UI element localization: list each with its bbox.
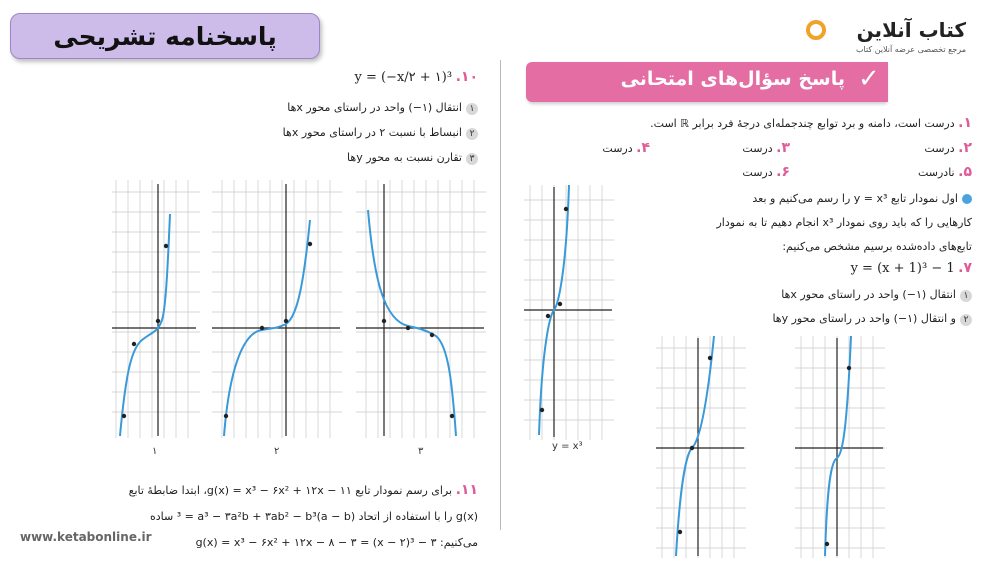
q3-line [742,141,790,156]
graph-q10-2-caption: ۲ [274,446,280,457]
q1-line [532,116,972,131]
q10-formula: y = (−x/۲ + ۱)³ [354,70,453,85]
q4-number: ۴. [636,140,650,156]
logo-tagline: مرجع تخصصی عرضه آنلاین کتاب [855,45,966,54]
logo-name: کتاب آنلاین [856,18,966,42]
q7-number: ۷. [958,260,972,276]
q10-step-3: ۳تقارن نسبت به محور yها [347,151,478,165]
q7-line [851,261,972,276]
graph-q10-2 [212,180,342,457]
q5-text: نادرست [917,166,955,179]
graph-x-cubed [524,185,614,452]
banner-title: پاسخنامه تشریحی [53,21,277,51]
q7-formula: y = (x + 1)³ − 1 [850,261,955,276]
graph-q10-1 [112,180,200,457]
q11-number: ۱۱. [455,482,478,498]
q11-line-3: می‌کنیم: g(x) = x³ − ۶x² + ۱۲x − ۸ − ۳ = (x − ۲)³ − ۳ [195,536,478,549]
q4-line [602,141,650,156]
graph-q7-a [656,336,746,558]
q2-line [924,141,972,156]
q11-line-1: ۱۱. برای رسم نمودار تابع g(x) = x³ − ۶x² + ۱۲x − ۱۱، ابتدا ضابطهٔ تابع [128,482,478,498]
q4-text: درست [602,142,633,155]
brand-logo[interactable] [806,18,966,58]
checkmark-icon: ✓ [858,64,880,94]
q7-intro-2: کارهایی را که باید روی نمودار x³ انجام دهیم تا به نمودار [716,216,972,229]
graph-q7-b [795,336,885,558]
graph-x-cubed-caption: y = x³ [552,441,583,452]
section-header-title: پاسخ سؤال‌های امتحانی [620,68,845,90]
q2-text: درست [924,142,955,155]
graph-q10-3-caption: ۳ [418,446,424,457]
q5-line [918,165,972,180]
q6-line [742,165,790,180]
column-divider [500,60,501,530]
q7-step-1: ۱انتقال (۱−) واحد در راستای محور xها [781,288,972,302]
q10-line [354,70,478,85]
q5-number: ۵. [958,164,972,180]
site-watermark[interactable]: www.ketabonline.ir [20,530,152,544]
graph-q10-3 [356,180,486,457]
q3-text: درست [742,142,773,155]
q6-number: ۶. [776,164,790,180]
q10-number: ۱۰. [455,69,478,85]
page-banner [10,13,320,59]
q1-number: ۱. [958,115,972,131]
q2-number: ۲. [958,140,972,156]
q10-step-2: ۲انبساط با نسبت ۲ در راستای محور xها [283,126,478,140]
q10-step-1: ۱انتقال (۱−) واحد در راستای محور xها [287,101,478,115]
q7-step-2: ۲و انتقال (۱−) واحد در راستای محور yها [772,312,972,326]
q6-text: درست [742,166,773,179]
q7-intro-3: تابع‌های داده‌شده برسیم مشخص می‌کنیم: [782,240,972,253]
q11-line-2: g(x) را با استفاده از اتحاد (a − b)³ = a³ − ۳a²b + ۳ab² − b³ ساده [150,510,478,523]
graph-q10-1-caption: ۱ [152,446,158,457]
q7-intro-1: اول نمودار تابع y = x³ را رسم می‌کنیم و بعد [752,192,972,206]
q1-text: درست است، دامنه و برد توابع چندجمله‌ای درجهٔ فرد برابر ℝ است. [650,117,955,130]
q3-number: ۳. [776,140,790,156]
play-icon [962,194,972,204]
logo-ring-icon [806,20,826,40]
